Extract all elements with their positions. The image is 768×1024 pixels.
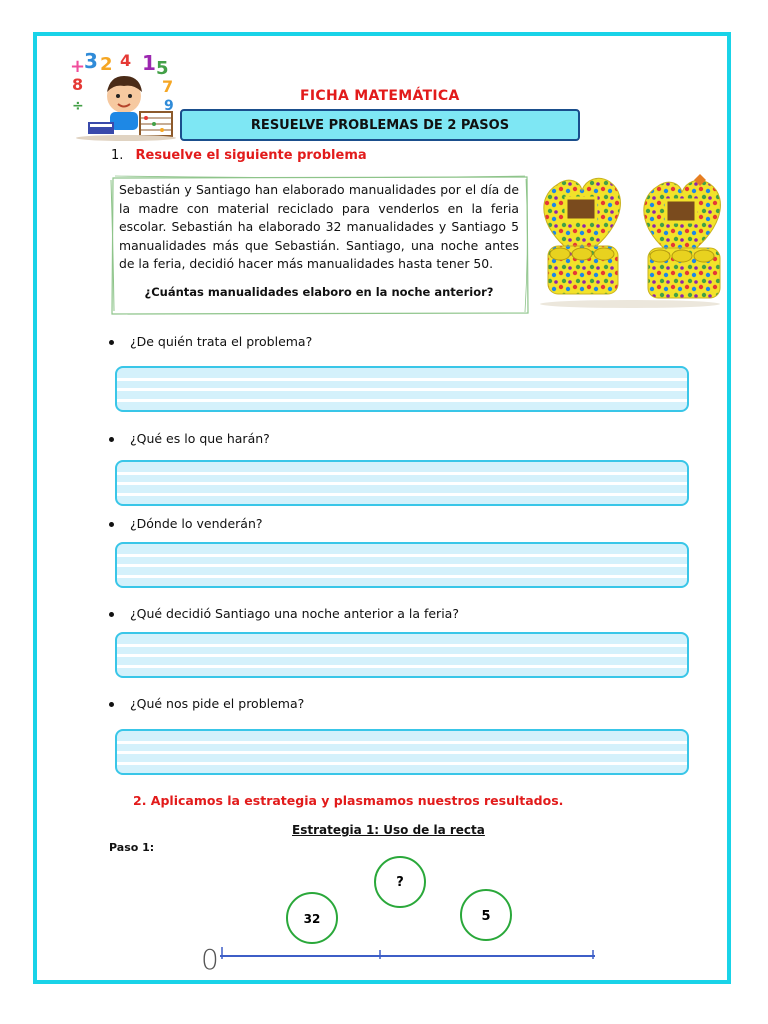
question-text: ¿Qué nos pide el problema? <box>130 696 305 711</box>
main-title-banner <box>180 109 580 141</box>
question-what <box>109 431 270 446</box>
bullet-dot <box>109 612 114 617</box>
bullet-dot <box>109 702 114 707</box>
circle-32-label: 32 <box>303 912 321 926</box>
bullet-dot <box>109 522 114 527</box>
answer-box-what[interactable] <box>115 460 689 506</box>
section-1-label: Resuelve el siguiente problema <box>135 148 367 163</box>
question-text: ¿Qué decidió Santiago una noche anterior a la feria? <box>130 606 459 621</box>
right-heart-craft <box>644 174 721 298</box>
strategy-title: Estrategia 1: Uso de la recta <box>292 823 485 837</box>
question-who <box>109 334 312 349</box>
section-1-number: 1. <box>111 148 124 163</box>
answer-box-where[interactable] <box>115 542 689 588</box>
question-text: ¿De quién trata el problema? <box>130 334 313 349</box>
section-2-heading: 2. Aplicamos la estrategia y plasmamos nuestros resultados. <box>133 793 564 808</box>
svg-text:1: 1 <box>142 51 156 75</box>
bullet-dot <box>109 340 114 345</box>
step-label: Paso 1: <box>109 841 155 854</box>
answer-box-decision[interactable] <box>115 632 689 678</box>
svg-text:÷: ÷ <box>72 98 84 114</box>
child-with-numbers-logo <box>66 50 186 142</box>
svg-text:8: 8 <box>72 75 84 94</box>
question-ask <box>109 696 304 711</box>
question-decision <box>109 606 459 621</box>
answer-box-who[interactable] <box>115 366 689 412</box>
svg-text:5: 5 <box>156 58 169 79</box>
svg-text:4: 4 <box>120 51 132 70</box>
svg-text:7: 7 <box>162 77 174 96</box>
question-text: ¿Dónde lo venderán? <box>130 516 263 531</box>
question-text: ¿Qué es lo que harán? <box>130 431 270 446</box>
svg-text:9: 9 <box>164 98 174 114</box>
number-line-start-label: 0 <box>201 943 219 973</box>
bullet-dot <box>109 437 114 442</box>
svg-text:+: + <box>70 56 86 77</box>
question-where <box>109 516 263 531</box>
svg-text:3: 3 <box>84 50 98 73</box>
answer-box-ask[interactable] <box>115 729 689 775</box>
heart-crafts-photo <box>530 158 730 310</box>
problem-question: ¿Cuántas manualidades elaboro en la noche anterior? <box>144 285 494 299</box>
svg-text:2: 2 <box>100 54 113 75</box>
left-heart-craft <box>544 178 621 294</box>
main-title: RESUELVE PROBLEMAS DE 2 PASOS <box>250 117 510 133</box>
circle-5-label: 5 <box>481 909 491 924</box>
section-1-heading <box>111 148 367 163</box>
number-line-diagram <box>195 855 615 973</box>
worksheet-title: FICHA MATEMÁTICA <box>300 88 460 104</box>
problem-statement: Sebastián y Santiago han elaborado manualidades por el día de la madre con material reciclado para venderlos en la feria escolar. Sebastián ha elaborado 32 manualidades y Santiago 5 manualidades más que Sebastián. Santiago, una noche antes de la feria, decidió hacer más manualidades hasta tener 50. <box>119 182 519 272</box>
circle-unknown-label: ? <box>396 875 404 890</box>
